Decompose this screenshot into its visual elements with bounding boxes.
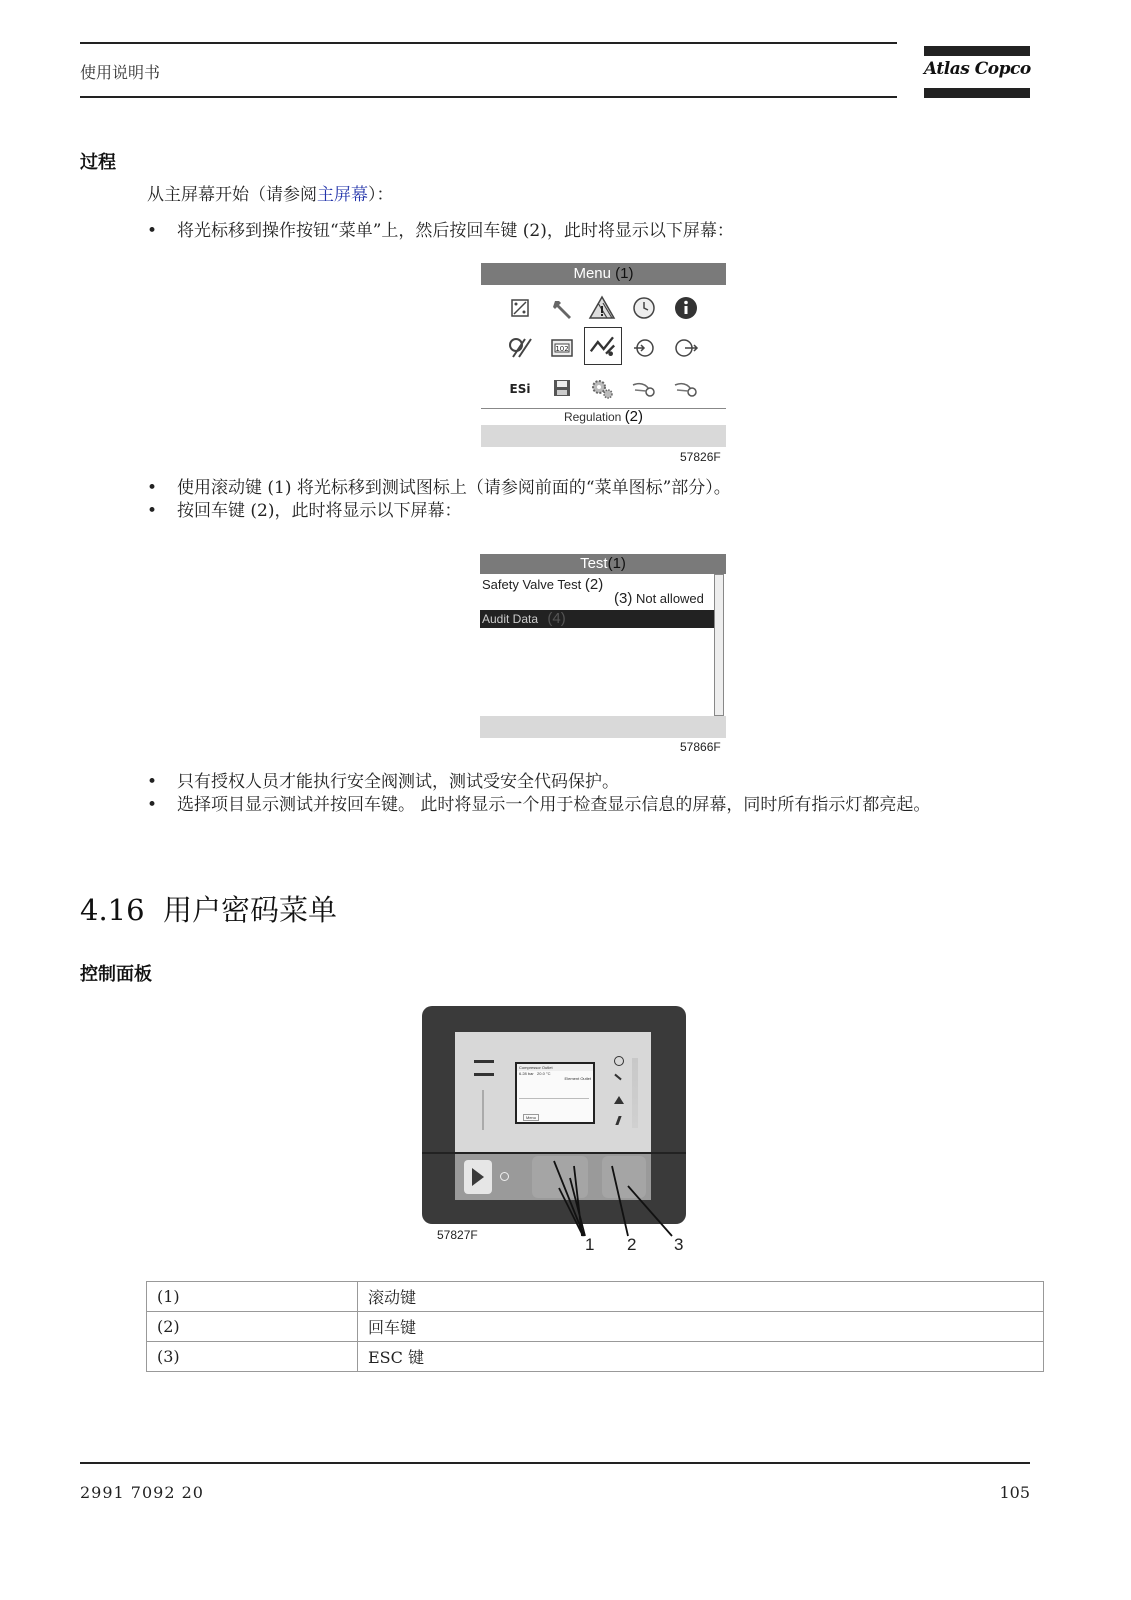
- panel-figure-code: 57827F: [437, 1228, 478, 1242]
- main-screen-link[interactable]: 主屏幕: [317, 185, 368, 205]
- list-item: • 使用滚动键 (1) 将光标移到测试图标上（请参阅前面的“菜单图标”部分）。: [147, 477, 1037, 500]
- document-number: 2991 7092 20: [80, 1483, 204, 1502]
- esi-icon: [505, 373, 535, 403]
- table-cell-ref: (2): [147, 1312, 358, 1342]
- table-row: [147, 1342, 1044, 1372]
- running-title: 使用说明书: [80, 63, 161, 82]
- header-bottom-rule: [80, 96, 897, 98]
- menu-figure-code: 57826F: [680, 450, 721, 464]
- callout-leader-lines: [422, 1006, 712, 1246]
- test-screen-softkey-bar: [480, 716, 726, 738]
- menu-screen-title-bar: Menu (1): [481, 263, 726, 285]
- event-history-icon: [587, 293, 617, 323]
- clock-icon: [629, 293, 659, 323]
- procedure-heading: 过程: [80, 152, 116, 173]
- test-screen-figure: [480, 554, 726, 738]
- legend-table: [146, 1281, 1044, 1372]
- table-row: [147, 1312, 1044, 1342]
- list-item: • 选择项目显示测试并按回车键。 此时将显示一个用于检查显示信息的屏幕，同时所有指示灯都亮起。: [147, 794, 1037, 817]
- menu-screen-footer-label: Regulation (2): [563, 408, 644, 425]
- test-screen-scrollbar[interactable]: [714, 574, 724, 716]
- list-item: • 按回车键 (2)，此时将显示以下屏幕：: [147, 500, 1037, 523]
- menu-screen-softkey-bar: [481, 425, 726, 447]
- wrench-icon: [547, 293, 577, 323]
- header-top-rule: [80, 42, 897, 44]
- table-cell-desc: ESC 键: [358, 1342, 1044, 1372]
- table-cell-ref: (1): [147, 1282, 358, 1312]
- access-key-2-icon: [671, 373, 701, 403]
- menu-screen-figure: [481, 263, 726, 447]
- list-item: • 只有授权人员才能执行安全阀测试，测试受安全代码保护。: [147, 771, 1037, 794]
- table-cell-desc: 滚动键: [358, 1282, 1044, 1312]
- service-icon: [505, 333, 535, 363]
- output-icon: [671, 333, 701, 363]
- audit-data-row[interactable]: Audit Data (4): [480, 610, 716, 628]
- regulation-test-icon[interactable]: [584, 327, 622, 365]
- page-number: 105: [999, 1483, 1030, 1502]
- atlas-copco-logo: Atlas Copco: [924, 46, 1030, 100]
- list-item: • 将光标移到操作按钮“菜单”上，然后按回车键 (2)，此时将显示以下屏幕：: [147, 220, 1037, 243]
- table-row: [147, 1282, 1044, 1312]
- svg-text:102: 102: [555, 345, 569, 353]
- bullet-list-1: [147, 220, 1037, 243]
- bullet-list-3: [147, 771, 1037, 817]
- callout-3: 3: [674, 1235, 684, 1254]
- section-heading: 4.16 用户密码菜单: [80, 893, 338, 927]
- bullet-list-2: [147, 477, 1037, 523]
- procedure-intro: 从主屏幕开始（请参阅主屏幕）：: [147, 185, 394, 205]
- info-icon: [671, 293, 701, 323]
- test-screen-title-bar: Test(1): [480, 554, 726, 574]
- callout-1: 1: [585, 1235, 595, 1254]
- callout-2: 2: [627, 1235, 637, 1254]
- safety-valve-test-row[interactable]: Safety Valve Test (2): [482, 576, 604, 593]
- gears-icon: [587, 373, 617, 403]
- safety-valve-status: (3) Not allowed: [614, 590, 704, 607]
- save-icon: [547, 373, 577, 403]
- control-panel-heading: 控制面板: [80, 964, 152, 985]
- control-panel-figure: [422, 1006, 686, 1224]
- footer-rule: [80, 1462, 1030, 1464]
- svg-text:ESi: ESi: [509, 382, 531, 396]
- table-cell-desc: 回车键: [358, 1312, 1044, 1342]
- counter-icon: [547, 333, 577, 363]
- table-cell-ref: (3): [147, 1342, 358, 1372]
- test-figure-code: 57866F: [680, 740, 721, 754]
- access-key-icon: [629, 373, 659, 403]
- input-icon: [629, 333, 659, 363]
- panel-display: Compressor Outlet 6.28 bar 20.0 °C Element Outlet Menu: [515, 1062, 595, 1124]
- settings-icon: [505, 293, 535, 323]
